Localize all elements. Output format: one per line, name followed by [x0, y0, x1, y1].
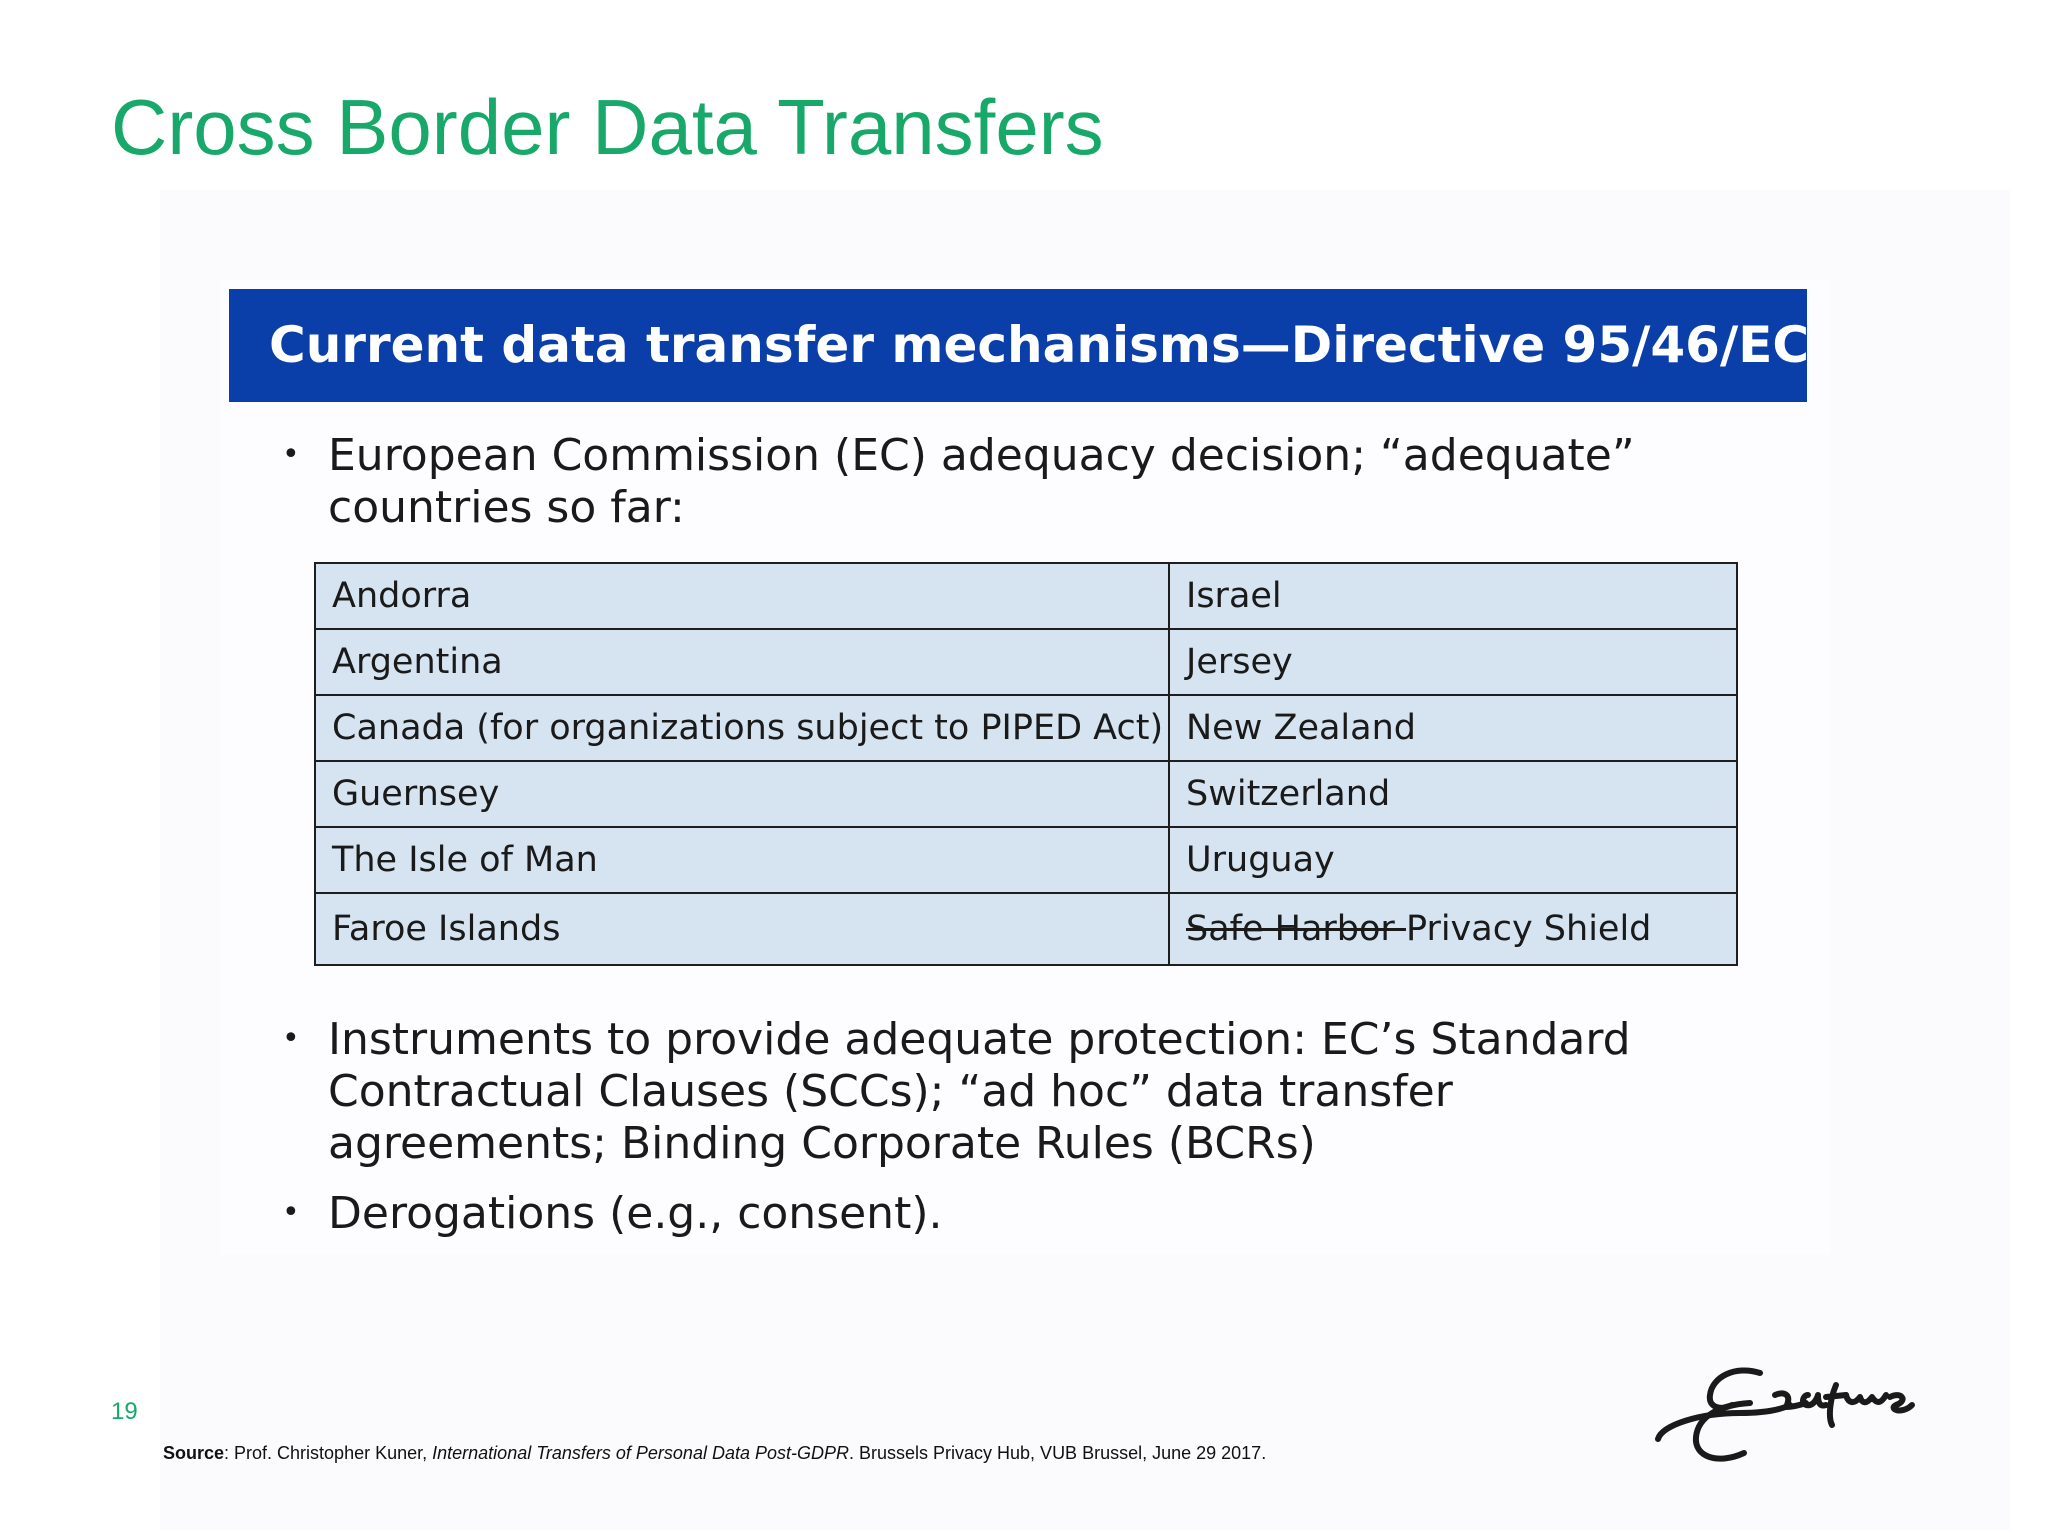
- table-row: [315, 695, 1737, 761]
- table-cell: Switzerland: [1169, 761, 1737, 827]
- table-cell: Faroe Islands: [315, 893, 1169, 965]
- table-row: [315, 629, 1737, 695]
- table-cell: Andorra: [315, 563, 1169, 629]
- bullet-derogations: Derogations (e.g., consent).: [328, 1188, 943, 1239]
- struck-safe-harbor: Safe Harbor: [1186, 909, 1406, 949]
- page-number: 19: [111, 1398, 138, 1425]
- table-row: [315, 761, 1737, 827]
- table-row: [315, 563, 1737, 629]
- table-cell: New Zealand: [1169, 695, 1737, 761]
- bullet-adequacy-line2: countries so far:: [328, 482, 685, 533]
- table-cell: Canada (for organizations subject to PIPED Act): [315, 695, 1169, 761]
- table-cell: Jersey: [1169, 629, 1737, 695]
- table-row: [315, 893, 1737, 965]
- adequate-countries-table: [314, 562, 1738, 966]
- slide-title: Cross Border Data Transfers: [111, 83, 1104, 171]
- source-suffix: . Brussels Privacy Hub, VUB Brussel, June 29 2017.: [849, 1443, 1267, 1463]
- source-label: Source: [163, 1443, 225, 1463]
- bullet-marker: •: [282, 437, 300, 472]
- bullet-instruments-line2: Contractual Clauses (SCCs); “ad hoc” data transfer: [328, 1066, 1453, 1117]
- table-cell-privacy-shield: [1169, 893, 1737, 965]
- table-cell: The Isle of Man: [315, 827, 1169, 893]
- table-cell: Argentina: [315, 629, 1169, 695]
- source-work-title: International Transfers of Personal Data Post-GDPR: [432, 1443, 849, 1463]
- bullet-instruments-line3: agreements; Binding Corporate Rules (BCRs): [328, 1118, 1316, 1169]
- bullet-instruments-line1: Instruments to provide adequate protection: EC’s Standard: [328, 1014, 1631, 1065]
- table-row: [315, 827, 1737, 893]
- privacy-shield-label: Privacy Shield: [1405, 909, 1652, 949]
- table-cell: Uruguay: [1169, 827, 1737, 893]
- source-prefix: : Prof. Christopher Kuner,: [224, 1443, 433, 1463]
- figure-banner: Current data transfer mechanisms—Directive 95/46/EC: [229, 289, 1807, 402]
- source-citation: [163, 1443, 1266, 1464]
- table-cell: Guernsey: [315, 761, 1169, 827]
- bullet-marker: •: [282, 1021, 300, 1056]
- table-cell: Israel: [1169, 563, 1737, 629]
- bullet-adequacy-line1: European Commission (EC) adequacy decision; “adequate”: [328, 430, 1635, 481]
- bullet-marker: •: [282, 1195, 300, 1230]
- erasmus-logo: [1640, 1355, 1940, 1475]
